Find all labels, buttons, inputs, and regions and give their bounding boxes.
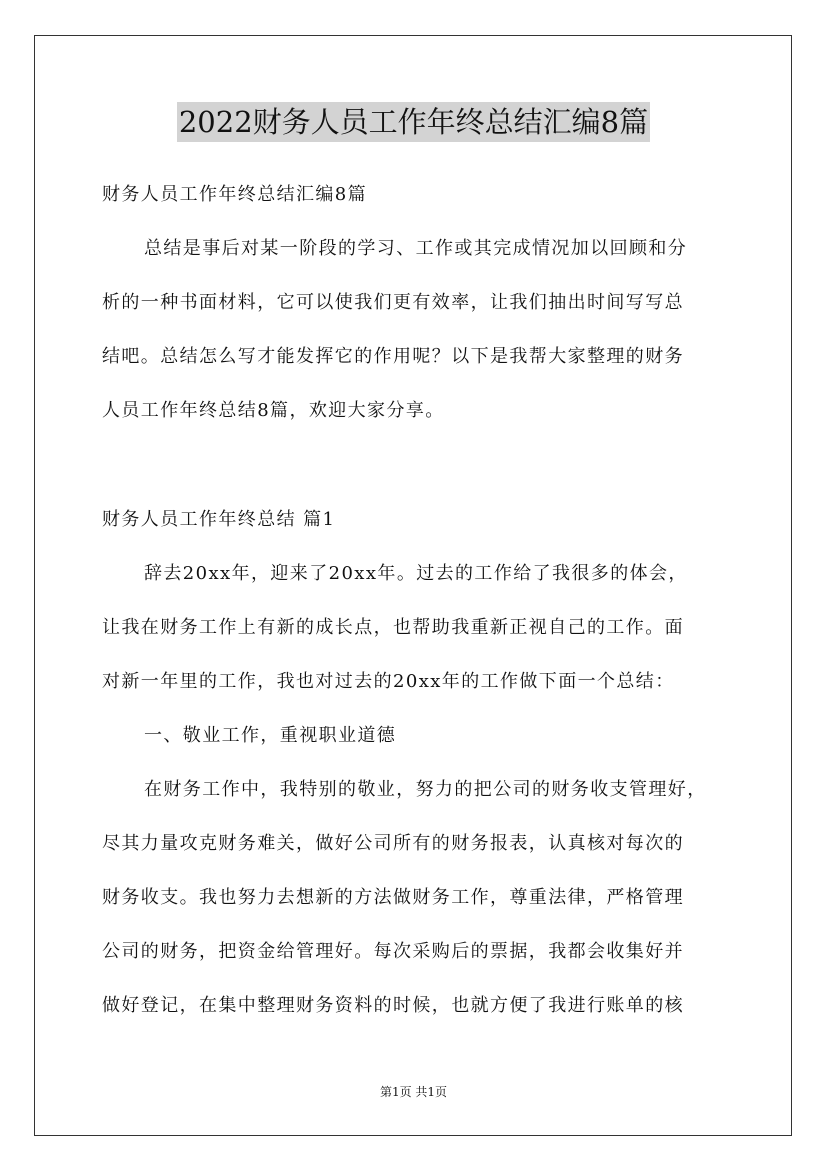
document-subtitle: 财务人员工作年终总结汇编8篇 xyxy=(102,184,368,205)
subheading: 一、敬业工作，重视职业道德 xyxy=(144,725,397,746)
document-title: 2022财务人员工作年终总结汇编8篇 xyxy=(177,102,650,142)
paragraph-line: 辞去20xx年，迎来了20xx年。过去的工作给了我很多的体会， xyxy=(144,563,688,584)
intro-line: 总结是事后对某一阶段的学习、工作或其完成情况加以回顾和分 xyxy=(144,238,688,259)
title-container xyxy=(0,102,827,142)
page-footer: 第1页 共1页 xyxy=(379,1085,448,1099)
intro-line: 析的一种书面材料，它可以使我们更有效率，让我们抽出时间写写总 xyxy=(102,292,684,313)
paragraph-line: 在财务工作中，我特别的敬业，努力的把公司的财务收支管理好， xyxy=(144,779,707,800)
paragraph-line: 做好登记，在集中整理财务资料的时候，也就方便了我进行账单的核 xyxy=(102,995,684,1016)
intro-line: 结吧。总结怎么写才能发挥它的作用呢？以下是我帮大家整理的财务 xyxy=(102,346,684,367)
paragraph-line: 公司的财务，把资金给管理好。每次采购后的票据，我都会收集好并 xyxy=(102,941,684,962)
paragraph-line: 财务收支。我也努力去想新的方法做财务工作，尊重法律，严格管理 xyxy=(102,887,684,908)
paragraph-line: 对新一年里的工作，我也对过去的20xx年的工作做下面一个总结： xyxy=(102,671,675,692)
paragraph-line: 让我在财务工作上有新的成长点，也帮助我重新正视自己的工作。面 xyxy=(102,617,684,638)
paragraph-line: 尽其力量攻克财务难关，做好公司所有的财务报表，认真核对每次的 xyxy=(102,833,684,854)
section-heading: 财务人员工作年终总结 篇1 xyxy=(102,509,336,530)
intro-line: 人员工作年终总结8篇，欢迎大家分享。 xyxy=(102,400,445,421)
